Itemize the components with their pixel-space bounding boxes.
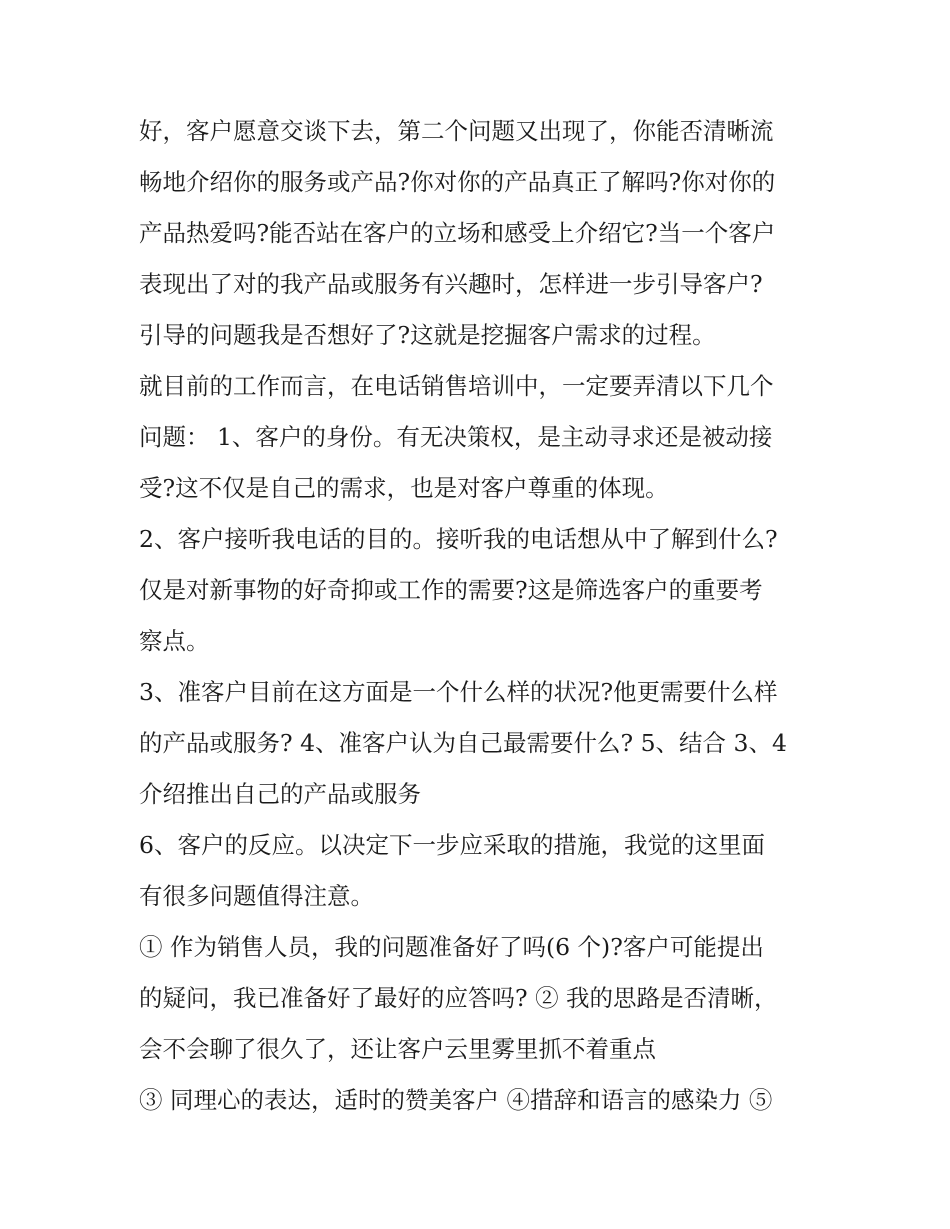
text-line: 仅是对新事物的好奇抑或工作的需要?这是筛选客户的重要考 [139, 576, 763, 604]
text-line: 引导的问题我是否想好了?这就是挖掘客户需求的过程。 [139, 321, 716, 349]
text-line: 的疑问，我已准备好了最好的应答吗? ② 我的思路是否清晰， [139, 984, 778, 1012]
paragraph-item-2 [139, 514, 819, 667]
paragraph-item-6 [139, 820, 819, 922]
text-line: ③ 同理心的表达，适时的赞美客户 ④措辞和语言的感染力 ⑤ [139, 1086, 773, 1114]
text-line: 2、客户接听我电话的目的。接听我的电话想从中了解到什么? [139, 525, 778, 553]
text-line: 察点。 [139, 627, 210, 655]
text-line: 会不会聊了很久了，还让客户云里雾里抓不着重点 [139, 1035, 656, 1063]
text-line: 问题： 1、客户的身份。有无决策权，是主动寻求还是被动接 [139, 423, 773, 451]
text-line: 就目前的工作而言，在电话销售培训中，一定要弄清以下几个 [139, 372, 774, 400]
text-line: 介绍推出自己的产品或服务 [139, 780, 421, 808]
paragraph-circled-1-2 [139, 922, 819, 1075]
paragraph-item-3-5 [139, 667, 819, 820]
text-line: 畅地介绍你的服务或产品?你对你的产品真正了解吗?你对你的 [139, 168, 776, 196]
text-line: 6、客户的反应。以决定下一步应采取的措施，我觉的这里面 [139, 831, 765, 859]
text-line: 的产品或服务? 4、准客户认为自己最需要什么? 5、结合 3、4 [139, 729, 787, 757]
text-line: 3、准客户目前在这方面是一个什么样的状况?他更需要什么样 [139, 678, 778, 706]
text-line: 好，客户愿意交谈下去，第二个问题又出现了，你能否清晰流 [139, 117, 774, 145]
document-body [139, 106, 819, 1126]
text-line: ① 作为销售人员，我的问题准备好了吗(6 个)?客户可能提出 [139, 933, 764, 961]
text-line: 有很多问题值得注意。 [139, 882, 374, 910]
text-line: 表现出了对的我产品或服务有兴趣时，怎样进一步引导客户? [139, 270, 763, 298]
paragraph-training-questions [139, 361, 819, 514]
paragraph-customer-interest [139, 106, 819, 361]
text-line: 产品热爱吗?能否站在客户的立场和感受上介绍它?当一个客户 [139, 219, 776, 247]
text-line: 受?这不仅是自己的需求，也是对客户尊重的体现。 [139, 474, 669, 502]
paragraph-circled-3-5 [139, 1075, 819, 1126]
